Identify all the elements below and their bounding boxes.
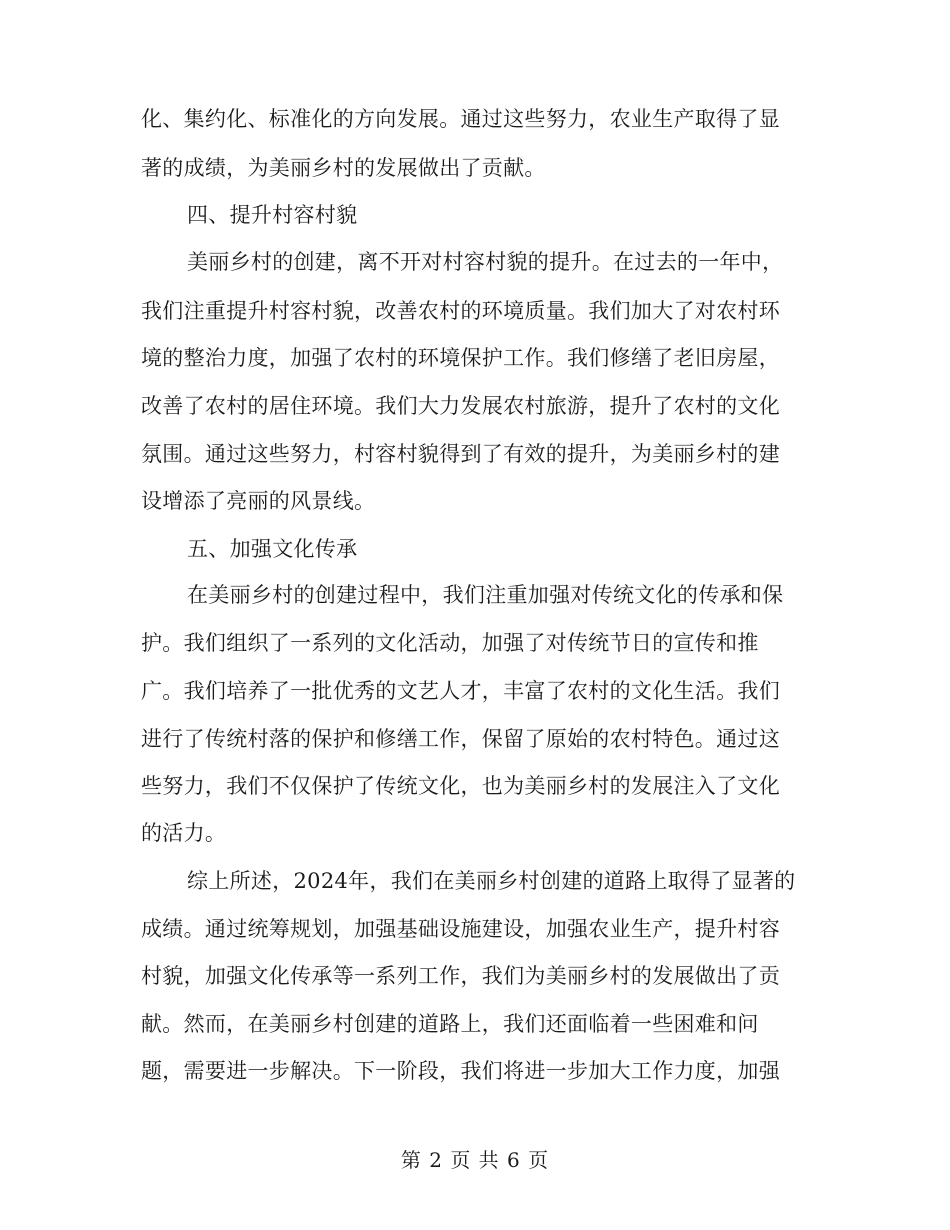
page-number-footer: 第 2 页 共 6 页 xyxy=(400,1148,550,1172)
body-text-line: 献。然而，在美丽乡村创建的道路上，我们还面临着一些困难和问 xyxy=(141,1012,759,1036)
body-text-line: 些努力，我们不仅保护了传统文化，也为美丽乡村的发展注入了文化 xyxy=(141,774,780,798)
body-text-line: 化、集约化、标准化的方向发展。通过这些努力，农业生产取得了显 xyxy=(141,107,780,131)
body-text-line: 境的整治力度，加强了农村的环境保护工作。我们修缮了老旧房屋， xyxy=(141,346,780,370)
paragraph-first-line: 美丽乡村的创建，离不开对村容村貌的提升。在过去的一年中， xyxy=(187,250,784,274)
body-text-line: 我们注重提升村容村貌，改善农村的环境质量。我们加大了对农村环 xyxy=(141,299,780,323)
body-text-line: 改善了农村的居住环境。我们大力发展农村旅游，提升了农村的文化 xyxy=(141,394,780,418)
section-heading-4: 四、提升村容村貌 xyxy=(187,203,358,227)
body-text-line: 题，需要进一步解决。下一阶段，我们将进一步加大工作力度，加强 xyxy=(141,1059,780,1083)
body-text-line: 成绩。通过统筹规划，加强基础设施建设，加强农业生产，提升村容 xyxy=(141,917,780,941)
body-text-line: 广。我们培养了一批优秀的文艺人才，丰富了农村的文化生活。我们 xyxy=(141,679,780,703)
body-text-line: 护。我们组织了一系列的文化活动，加强了对传统节日的宣传和推 xyxy=(141,631,759,655)
body-text-line: 氛围。通过这些努力，村容村貌得到了有效的提升，为美丽乡村的建 xyxy=(141,442,780,466)
paragraph-first-line: 综上所述，2024年，我们在美丽乡村创建的道路上取得了显著的 xyxy=(187,869,796,893)
paragraph-first-line: 在美丽乡村的创建过程中，我们注重加强对传统文化的传承和保 xyxy=(187,583,784,607)
section-heading-5: 五、加强文化传承 xyxy=(187,537,358,561)
body-text-line: 的活力。 xyxy=(141,821,227,845)
body-text-line: 设增添了亮丽的风景线。 xyxy=(141,489,376,513)
body-text-line: 著的成绩，为美丽乡村的发展做出了贡献。 xyxy=(141,156,546,180)
body-text-line: 村貌，加强文化传承等一系列工作，我们为美丽乡村的发展做出了贡 xyxy=(141,964,780,988)
body-text-line: 进行了传统村落的保护和修缮工作，保留了原始的农村特色。通过这 xyxy=(141,727,780,751)
